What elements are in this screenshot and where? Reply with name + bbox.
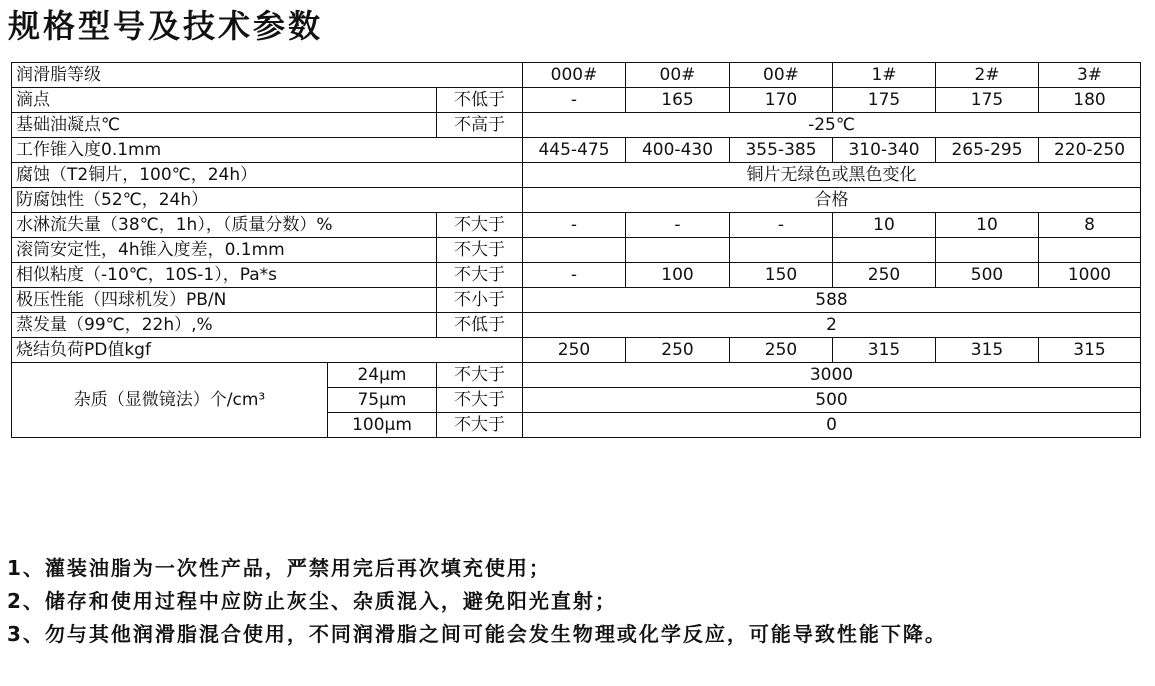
cell-value: - (523, 88, 626, 113)
qualifier: 不低于 (437, 88, 523, 113)
qualifier: 不低于 (437, 313, 523, 338)
table-row-washout (12, 213, 1141, 238)
particle-size: 75μm (328, 388, 437, 413)
cell-value: 250 (626, 338, 730, 363)
cell-value: 588 (523, 288, 1141, 313)
page-title: 规格型号及技术参数 (8, 7, 324, 45)
cell-value: 3000 (523, 363, 1141, 388)
cell-value: 175 (936, 88, 1039, 113)
cell-value: 315 (936, 338, 1039, 363)
qualifier: 不小于 (437, 288, 523, 313)
table-row-sinter-load (12, 338, 1141, 363)
row-label: 基础油凝点℃ (12, 113, 437, 138)
row-label: 腐蚀（T2铜片，100℃，24h） (12, 163, 523, 188)
cell-value: 220-250 (1039, 138, 1141, 163)
cell-value: 1000 (1039, 263, 1141, 288)
note-item: 1、灌装油脂为一次性产品，严禁用完后再次填充使用； (7, 556, 551, 580)
cell-value: 250 (523, 338, 626, 363)
cell-value: 265-295 (936, 138, 1039, 163)
cell-value: 8 (1039, 213, 1141, 238)
table-row-dropping-point (12, 88, 1141, 113)
qualifier: 不大于 (437, 238, 523, 263)
table-row-corrosion (12, 163, 1141, 188)
qualifier: 不大于 (437, 213, 523, 238)
cell-value: - (626, 213, 730, 238)
row-label: 杂质（显微镜法）个/cm³ (12, 363, 328, 438)
cell-value: 150 (730, 263, 833, 288)
cell-value: 445-475 (523, 138, 626, 163)
cell-value (626, 238, 730, 263)
grade-header: 3# (1039, 63, 1141, 88)
table-row-penetration (12, 138, 1141, 163)
grade-header: 1# (833, 63, 936, 88)
qualifier: 不大于 (437, 263, 523, 288)
row-label: 相似粘度（-10℃，10S-1），Pa*s (12, 263, 437, 288)
cell-value: 315 (1039, 338, 1141, 363)
note-item: 2、储存和使用过程中应防止灰尘、杂质混入，避免阳光直射； (7, 589, 617, 613)
row-label: 润滑脂等级 (12, 63, 523, 88)
row-label: 烧结负荷PD值kgf (12, 338, 523, 363)
cell-value: 180 (1039, 88, 1141, 113)
row-label: 极压性能（四球机发）PB/N (12, 288, 437, 313)
cell-value: 合格 (523, 188, 1141, 213)
cell-value: 10 (936, 213, 1039, 238)
table-row-base-oil (12, 113, 1141, 138)
table-row-evaporation (12, 313, 1141, 338)
particle-size: 100μm (328, 413, 437, 438)
cell-value: 250 (833, 263, 936, 288)
cell-value: 355-385 (730, 138, 833, 163)
cell-value: - (523, 263, 626, 288)
table-row-roll-stability (12, 238, 1141, 263)
note-item: 3、勿与其他润滑脂混合使用，不同润滑脂之间可能会发生物理或化学反应，可能导致性能下降。 (7, 622, 947, 646)
cell-value: 175 (833, 88, 936, 113)
grade-header: 00# (730, 63, 833, 88)
cell-value (936, 238, 1039, 263)
table-row-viscosity (12, 263, 1141, 288)
qualifier: 不大于 (437, 413, 523, 438)
grade-header: 2# (936, 63, 1039, 88)
cell-value: -25℃ (523, 113, 1141, 138)
cell-value: 2 (523, 313, 1141, 338)
cell-value (523, 238, 626, 263)
cell-value: 500 (936, 263, 1039, 288)
cell-value: 0 (523, 413, 1141, 438)
qualifier: 不大于 (437, 363, 523, 388)
table-row-rust (12, 188, 1141, 213)
qualifier: 不大于 (437, 388, 523, 413)
grade-header: 00# (626, 63, 730, 88)
cell-value: 400-430 (626, 138, 730, 163)
cell-value: 铜片无绿色或黑色变化 (523, 163, 1141, 188)
particle-size: 24μm (328, 363, 437, 388)
table-row-impurity (12, 363, 1141, 388)
cell-value: 250 (730, 338, 833, 363)
cell-value: - (523, 213, 626, 238)
row-label: 滚筒安定性，4h锥入度差，0.1mm (12, 238, 437, 263)
row-label: 滴点 (12, 88, 437, 113)
cell-value: 310-340 (833, 138, 936, 163)
row-label: 水淋流失量（38℃，1h），（质量分数）% (12, 213, 437, 238)
table-row-extreme-pressure (12, 288, 1141, 313)
row-label: 蒸发量（99℃，22h）,% (12, 313, 437, 338)
notes-list (7, 552, 947, 651)
grade-header: 000# (523, 63, 626, 88)
cell-value: 315 (833, 338, 936, 363)
spec-table (11, 62, 1141, 438)
cell-value: - (730, 213, 833, 238)
cell-value (1039, 238, 1141, 263)
cell-value: 10 (833, 213, 936, 238)
qualifier: 不高于 (437, 113, 523, 138)
cell-value: 165 (626, 88, 730, 113)
cell-value: 170 (730, 88, 833, 113)
cell-value (833, 238, 936, 263)
cell-value (730, 238, 833, 263)
cell-value: 100 (626, 263, 730, 288)
row-label: 防腐蚀性（52℃，24h） (12, 188, 523, 213)
row-label: 工作锥入度0.1mm (12, 138, 523, 163)
table-row-grade (12, 63, 1141, 88)
cell-value: 500 (523, 388, 1141, 413)
